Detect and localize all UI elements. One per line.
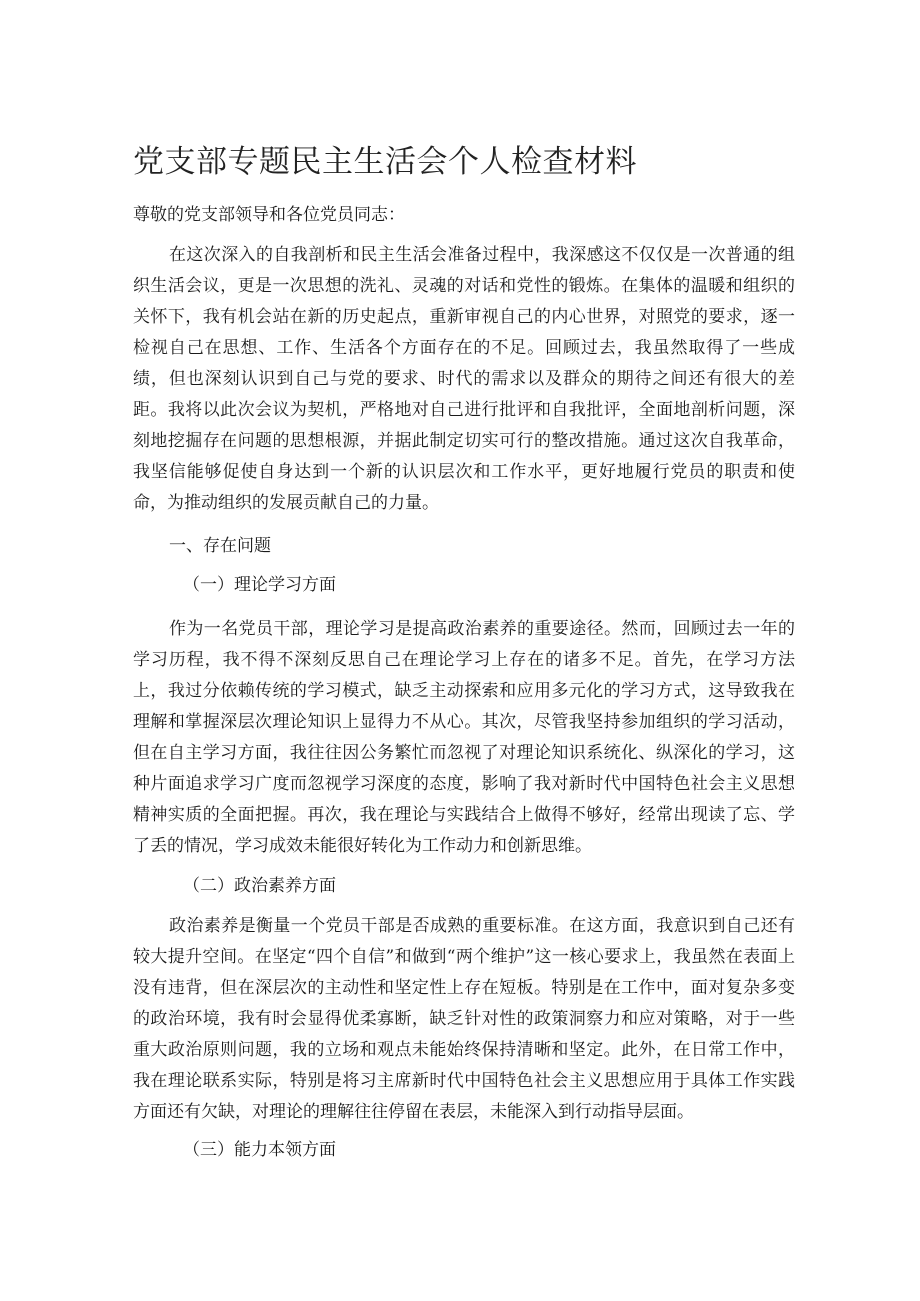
intro-paragraph: 在这次深入的自我剖析和民主生活会准备过程中，我深感这不仅仅是一次普通的组织生活会议，更是一次思想的洗礼、灵魂的对话和党性的锻炼。在集体的温暖和组织的关怀下，我有机会站在新的历史起点，重新审视自己的内心世界，对照党的要求，逐一检视自己在思想、工作、生活各个方面存在的不足。回顾过去，我虽然取得了一些成绩，但也深刻认识到自己与党的要求、时代的需求以及群众的期待之间还有很大的差距。我将以此次会议为契机，严格地对自己进行批评和自我批评，全面地剖析问题，深刻地挖掘存在问题的思想根源，并据此制定切实可行的整改措施。通过这次自我革命，我坚信能够促使自身达到一个新的认识层次和工作水平，更好地履行党员的职责和使命，为推动组织的发展贡献自己的力量。 [133, 245, 795, 513]
theory-paragraph: 作为一名党员干部，理论学习是提高政治素养的重要途径。然而，回顾过去一年的学习历程，我不得不深刻反思自己在理论学习上存在的诸多不足。首先，在学习方法上，我过分依赖传统的学习模式，缺乏主动探索和应用多元化的学习方式，这导致我在理解和掌握深层次理论知识上显得力不从心。其次，尽管我坚持参加组织的学习活动，但在自主学习方面，我往往因公务繁忙而忽视了对理论知识系统化、纵深化的学习，这种片面追求学习广度而忽视学习深度的态度，影响了我对新时代中国特色社会主义思想精神实质的全面把握。再次，我在理论与实践结合上做得不够好，经常出现读了忘、学了丢的情况，学习成效未能很好转化为工作动力和创新思维。 [133, 619, 795, 856]
subsection-heading-ability: （三）能力本领方面 [183, 1140, 336, 1160]
subsection-heading-politics: （二）政治素养方面 [183, 876, 336, 896]
section-heading-problems: 一、存在问题 [169, 536, 271, 556]
document-title: 党支部专题民主生活会个人检查材料 [133, 144, 637, 180]
politics-paragraph: 政治素养是衡量一个党员干部是否成熟的重要标准。在这方面，我意识到自己还有较大提升空间。在坚定“四个自信”和做到“两个维护”这一核心要求上，我虽然在表面上没有违背，但在深层次的主动性和坚定性上存在短板。特别是在工作中，面对复杂多变的政治环境，我有时会显得优柔寡断，缺乏针对性的政策洞察力和应对策略，对于一些重大政治原则问题，我的立场和观点未能始终保持清晰和坚定。此外，在日常工作中，我在理论联系实际，特别是将习主席新时代中国特色社会主义思想应用于具体工作实践方面还有欠缺，对理论的理解往往停留在表层，未能深入到行动指导层面。 [133, 916, 795, 1122]
salutation: 尊敬的党支部领导和各位党员同志： [133, 205, 405, 225]
subsection-heading-theory: （一）理论学习方面 [183, 575, 336, 595]
